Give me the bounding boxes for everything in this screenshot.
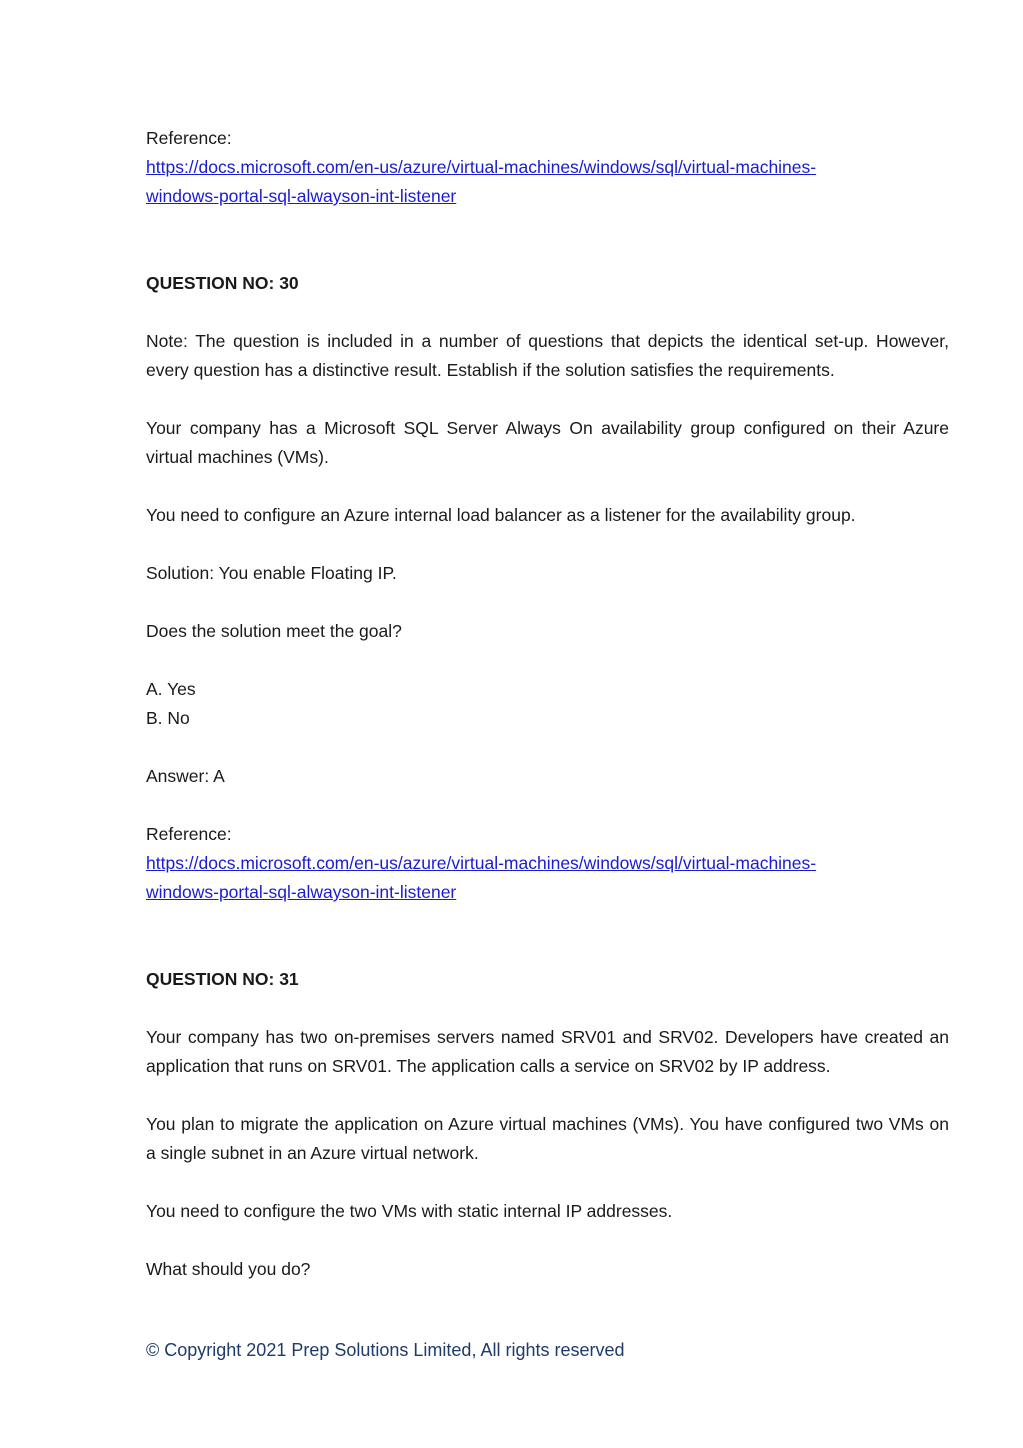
reference-link-line-2: windows-portal-sql-alwayson-int-listener xyxy=(146,186,457,206)
reference-link-line-2: windows-portal-sql-alwayson-int-listener xyxy=(146,882,457,902)
question-30-note: Note: The question is included in a number of questions that depicts the identical set-up. However, every question has a distinctive result. Establish if the solution satisfies the requirements. xyxy=(146,331,949,380)
question-31-heading: QUESTION NO: 31 xyxy=(146,969,299,989)
document-page xyxy=(146,124,949,1313)
question-30-scenario: Your company has a Microsoft SQL Server Always On availability group configured on their Azure virtual machines (VMs). xyxy=(146,418,949,467)
question-30-solution: Solution: You enable Floating IP. xyxy=(146,563,397,583)
question-31-paragraph-2: You plan to migrate the application on Azure virtual machines (VMs). You have configured two VMs on a single subnet in an Azure virtual network. xyxy=(146,1114,949,1163)
reference-label: Reference: xyxy=(146,128,232,148)
question-31-prompt: What should you do? xyxy=(146,1259,311,1279)
question-30-prompt: Does the solution meet the goal? xyxy=(146,621,402,641)
question-30-requirement: You need to configure an Azure internal load balancer as a listener for the availability group. xyxy=(146,505,856,525)
question-31-paragraph-3: You need to configure the two VMs with static internal IP addresses. xyxy=(146,1201,673,1221)
reference-link-line-1: https://docs.microsoft.com/en-us/azure/virtual-machines/windows/sql/virtual-machines- xyxy=(146,157,817,177)
reference-block-2 xyxy=(146,820,949,907)
question-30-options xyxy=(146,675,949,733)
reference-block-1 xyxy=(146,124,949,211)
question-30-heading: QUESTION NO: 30 xyxy=(146,273,299,293)
reference-link[interactable] xyxy=(146,849,949,907)
option-a: A. Yes xyxy=(146,679,196,699)
reference-link-line-1: https://docs.microsoft.com/en-us/azure/virtual-machines/windows/sql/virtual-machines- xyxy=(146,853,817,873)
reference-label: Reference: xyxy=(146,824,232,844)
question-31-paragraph-1: Your company has two on-premises servers named SRV01 and SRV02. Developers have created an application that runs on SRV01. The application calls a service on SRV02 by IP address. xyxy=(146,1027,949,1076)
option-b: B. No xyxy=(146,708,190,728)
reference-link[interactable] xyxy=(146,153,949,211)
question-30-answer: Answer: A xyxy=(146,766,225,786)
copyright-footer: © Copyright 2021 Prep Solutions Limited, All rights reserved xyxy=(146,1340,625,1360)
